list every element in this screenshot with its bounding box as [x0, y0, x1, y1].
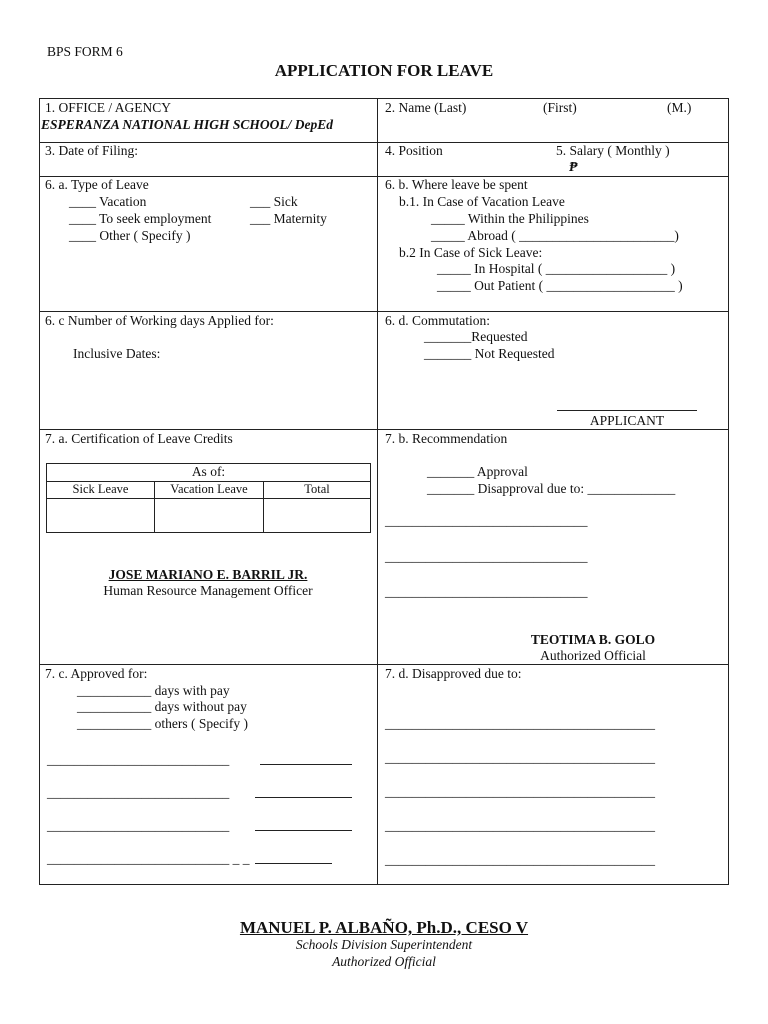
commutation-not-requested[interactable]: _______ Not Requested	[424, 346, 555, 361]
others-specify[interactable]: ___________ others ( Specify )	[77, 716, 248, 731]
name-last-label: 2. Name (Last)	[385, 100, 467, 115]
disapproved-line[interactable]: ________________________________________	[385, 750, 655, 765]
leave-credits-table	[46, 463, 371, 533]
approved-line-extension	[255, 797, 352, 798]
superintendent-name: MANUEL P. ALBAÑO, Ph.D., CESO V	[239, 918, 529, 937]
disapproved-line[interactable]: ________________________________________	[385, 716, 655, 731]
approved-for-label: 7. c. Approved for:	[45, 666, 148, 681]
in-hospital-option[interactable]: _____ In Hospital ( __________________ )	[437, 261, 676, 276]
peso-sign: ₱	[569, 159, 578, 174]
disapproved-label: 7. d. Disapproved due to:	[385, 666, 522, 681]
recommend-approval[interactable]: _______ Approval	[427, 464, 528, 479]
hr-officer-name: JOSE MARIANO E. BARRIL JR.	[108, 567, 308, 582]
recommendation-line[interactable]: ______________________________	[385, 513, 588, 528]
recommendation-line[interactable]: ______________________________	[385, 549, 588, 564]
out-patient-option[interactable]: _____ Out Patient ( ___________________ )	[437, 278, 683, 293]
sick-leave-cell[interactable]	[47, 498, 155, 532]
name-middle-label: (M.)	[667, 100, 692, 115]
name-first-label: (First)	[543, 100, 577, 115]
sick-case-label: b.2 In Case of Sick Leave:	[399, 245, 543, 260]
row-divider-3	[39, 311, 729, 312]
commutation-requested[interactable]: _______Requested	[424, 329, 528, 344]
vacation-case-label: b.1. In Case of Vacation Leave	[399, 194, 565, 209]
page-title: APPLICATION FOR LEAVE	[274, 61, 494, 80]
where-spent-label: 6. b. Where leave be spent	[385, 177, 528, 192]
disapproved-line[interactable]: ________________________________________	[385, 784, 655, 799]
superintendent-role: Authorized Official	[332, 954, 436, 969]
disapproved-line[interactable]: ________________________________________	[385, 852, 655, 867]
days-without-pay[interactable]: ___________ days without pay	[77, 699, 247, 714]
recommendation-line[interactable]: ______________________________	[385, 584, 588, 599]
applicant-signature-line[interactable]	[557, 410, 697, 411]
total-cell[interactable]	[264, 498, 371, 532]
vacation-leave-cell[interactable]	[155, 498, 264, 532]
type-of-leave-label: 6. a. Type of Leave	[45, 177, 149, 192]
leave-option-employment[interactable]: ____ To seek employment	[69, 211, 212, 226]
inclusive-dates-label[interactable]: Inclusive Dates:	[73, 346, 161, 361]
salary-label[interactable]: 5. Salary ( Monthly )	[556, 143, 670, 158]
disapproved-line[interactable]: ________________________________________	[385, 818, 655, 833]
column-header: Total	[264, 482, 371, 499]
office-value[interactable]: ESPERANZA NATIONAL HIGH SCHOOL/ DepEd	[41, 117, 334, 132]
leave-option-maternity[interactable]: ___ Maternity	[250, 211, 327, 226]
superintendent-title: Schools Division Superintendent	[295, 937, 473, 952]
working-days-label[interactable]: 6. c Number of Working days Applied for:	[45, 313, 274, 328]
commutation-label: 6. d. Commutation:	[385, 313, 491, 328]
approved-line-extension	[255, 863, 332, 864]
column-divider	[377, 98, 378, 885]
approved-line-extension	[260, 764, 352, 765]
recommendation-label: 7. b. Recommendation	[385, 431, 508, 446]
within-philippines-option[interactable]: _____ Within the Philippines	[431, 211, 589, 226]
recommending-official-title: Authorized Official	[540, 648, 646, 663]
approved-line[interactable]: ___________________________	[47, 752, 230, 767]
recommending-official-name: TEOTIMA B. GOLO	[530, 632, 656, 647]
leave-option-sick[interactable]: ___ Sick	[250, 194, 298, 209]
approved-line[interactable]: ___________________________	[47, 818, 230, 833]
approved-line-extension	[255, 830, 352, 831]
leave-option-vacation[interactable]: ____ Vacation	[69, 194, 147, 209]
recommend-disapproval[interactable]: _______ Disapproval due to: _____________	[427, 481, 676, 496]
office-label: 1. OFFICE / AGENCY	[45, 100, 172, 115]
applicant-label: APPLICANT	[589, 413, 665, 428]
leave-option-other[interactable]: ____ Other ( Specify )	[69, 228, 191, 243]
as-of-cell[interactable]: As of:	[47, 464, 371, 482]
column-header: Sick Leave	[47, 482, 155, 499]
position-label[interactable]: 4. Position	[385, 143, 443, 158]
column-header: Vacation Leave	[155, 482, 264, 499]
approved-line[interactable]: ___________________________	[47, 785, 230, 800]
approved-line[interactable]: ___________________________ _ _	[47, 851, 250, 866]
hr-officer-title: Human Resource Management Officer	[103, 583, 313, 598]
days-with-pay[interactable]: ___________ days with pay	[77, 683, 230, 698]
date-filing-label[interactable]: 3. Date of Filing:	[45, 143, 138, 158]
abroad-option[interactable]: _____ Abroad ( _______________________)	[431, 228, 679, 243]
form-number: BPS FORM 6	[47, 44, 123, 59]
certification-label: 7. a. Certification of Leave Credits	[45, 431, 233, 446]
